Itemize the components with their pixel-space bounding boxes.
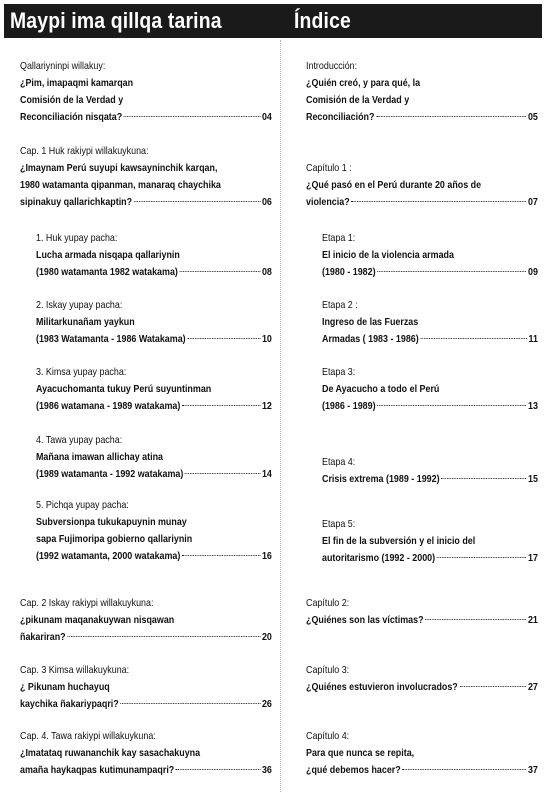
toc-entry[interactable]: [306, 662, 538, 696]
toc-entry[interactable]: [20, 58, 272, 126]
toc-entry-title-line: ¿Quiénes son las víctimas?: [306, 614, 424, 626]
toc-entry[interactable]: [322, 297, 538, 348]
toc-entry-heading: 1. Huk yupay pacha:: [36, 232, 118, 244]
toc-entry-leader-line: [20, 762, 272, 779]
toc-entry-title-line: Reconciliación?: [306, 111, 375, 123]
dot-leader: [402, 769, 526, 770]
dot-leader: [377, 271, 526, 272]
toc-entry-title-line: amaña haykaqpas kutimunampaqri?: [20, 764, 175, 776]
toc-entry-leader-line: [322, 331, 538, 348]
toc-entry[interactable]: [36, 432, 272, 483]
toc-entry-title-line: Comisión de la Verdad y: [306, 94, 410, 106]
toc-entry-heading: 5. Pichqa yupay pacha:: [36, 499, 129, 511]
toc-entry-heading: 2. Iskay yupay pacha:: [36, 299, 123, 311]
toc-entry-leader-line: [306, 679, 538, 696]
toc-entry-title-line: ¿Quiénes estuvieron involucrados?: [306, 681, 458, 693]
toc-entry[interactable]: [322, 454, 538, 488]
toc-entry-title-line: 1980 watamanta qipanman, manaraq chaychika: [20, 179, 221, 191]
toc-entry-title-line: violencia?: [306, 196, 350, 208]
toc-entry-title-line: El inicio de la violencia armada: [322, 249, 454, 261]
page-number: 37: [527, 764, 538, 776]
toc-entry-heading: Etapa 2 :: [322, 299, 358, 311]
toc-entry-title-line: El fin de la subversión y el inicio del: [322, 535, 476, 547]
toc-entry-title-line: sapa Fujimoripa gobierno qallariynin: [36, 533, 193, 545]
toc-entry-leader-line: [20, 696, 272, 713]
toc-entry[interactable]: [20, 728, 272, 779]
toc-entry-title-line: De Ayacucho a todo el Perú: [322, 383, 440, 395]
dot-leader: [134, 201, 260, 202]
page-number: 05: [527, 111, 538, 123]
dot-leader: [120, 703, 260, 704]
toc-entry-heading: Etapa 1:: [322, 232, 356, 244]
toc-entry[interactable]: [20, 143, 272, 211]
toc-entry-title-line: autoritarismo (1992 - 2000): [322, 552, 436, 564]
dot-leader: [187, 338, 260, 339]
toc-entry-heading: Capítulo 3:: [306, 664, 350, 676]
toc-entry-title-line: Para que nunca se repita,: [306, 747, 415, 759]
page-number: 09: [527, 266, 538, 278]
toc-entry-title-line: ¿Qué pasó en el Perú durante 20 años de: [306, 179, 482, 191]
toc-entry-leader-line: [36, 264, 272, 281]
page-number: 04: [261, 111, 272, 123]
toc-entry-heading: Cap. 2 Iskay rakiypi willakuykuna:: [20, 597, 154, 609]
toc-entry-title-line: Militarkunañam yaykun: [36, 316, 135, 328]
toc-entry-leader-line: [306, 194, 538, 211]
toc-entry-heading: Capítulo 1 :: [306, 162, 352, 174]
toc-entry-title-line: sipinakuy qallarichkaptin?: [20, 196, 133, 208]
toc-entry[interactable]: [36, 230, 272, 281]
dot-leader: [182, 405, 260, 406]
page-number: 14: [261, 468, 272, 480]
toc-entry[interactable]: [36, 364, 272, 415]
toc-entry-title-line: ¿ Pikunam huchayuq: [20, 681, 110, 693]
toc-entry-title-line: Lucha armada nisqapa qallariynin: [36, 249, 180, 261]
quechua-title: Maypi ima qillqa tarina: [10, 8, 222, 33]
spanish-title: Índice: [294, 8, 352, 33]
toc-entry-title-line: (1992 watamanta, 2000 watakama): [36, 550, 181, 562]
dot-leader: [441, 478, 526, 479]
toc-entry-title-line: ¿Imatataq ruwananchik kay sasachakuyna: [20, 747, 201, 759]
dot-leader: [124, 116, 260, 117]
dot-leader: [420, 338, 526, 339]
toc-entry-title-line: Ingreso de las Fuerzas: [322, 316, 419, 328]
page-number: 20: [261, 631, 272, 643]
toc-entry-title-line: Mañana imawan allichay atina: [36, 451, 163, 463]
toc-entry-leader-line: [322, 550, 538, 567]
page-number: 12: [261, 400, 272, 412]
page-number: 17: [527, 552, 538, 564]
toc-entry-heading: Introducción:: [306, 60, 358, 72]
dot-leader: [180, 271, 261, 272]
page-number: 15: [527, 473, 538, 485]
toc-entry-leader-line: [36, 331, 272, 348]
toc-entry-leader-line: [20, 109, 272, 126]
page-number: 10: [261, 333, 272, 345]
page-number: 27: [527, 681, 538, 693]
dot-leader: [425, 619, 526, 620]
toc-entry-title-line: ¿Imaynam Perú suyupi kawsayninchik karqan,: [20, 162, 218, 174]
toc-entry[interactable]: [306, 58, 538, 126]
toc-entry-title-line: Subversionpa tukukapuynin munay: [36, 516, 187, 528]
dot-leader: [67, 636, 260, 637]
toc-entry-title-line: (1986 watamana - 1989 watakama): [36, 400, 181, 412]
page-number: 16: [261, 550, 272, 562]
toc-entry-leader-line: [322, 264, 538, 281]
toc-entry-leader-line: [322, 398, 538, 415]
toc-entry-leader-line: [36, 398, 272, 415]
toc-entry[interactable]: [306, 595, 538, 629]
toc-entry-heading: 3. Kimsa yupay pacha:: [36, 366, 127, 378]
toc-entry-title-line: Reconciliación nisqata?: [20, 111, 123, 123]
page-number: 06: [261, 196, 272, 208]
toc-entry-title-line: Ayacuchomanta tukuy Perú suyuntinman: [36, 383, 212, 395]
page-number: 36: [261, 764, 272, 776]
dot-leader: [182, 555, 260, 556]
toc-entry-heading: Capítulo 2:: [306, 597, 350, 609]
toc-entry-title-line: (1986 - 1989): [322, 400, 376, 412]
dot-leader: [176, 769, 260, 770]
dot-leader: [377, 405, 526, 406]
toc-entry[interactable]: [20, 662, 272, 713]
page-number: 13: [527, 400, 538, 412]
dot-leader: [459, 686, 526, 687]
toc-entry-heading: Etapa 4:: [322, 456, 356, 468]
page-header-bar: [4, 4, 542, 38]
column-divider: [280, 40, 281, 792]
page-number: 07: [527, 196, 538, 208]
dot-leader: [437, 557, 526, 558]
page-number: 08: [261, 266, 272, 278]
toc-entry-title-line: Crisis extrema (1989 - 1992): [322, 473, 440, 485]
toc-entry-leader-line: [20, 194, 272, 211]
toc-entry[interactable]: [322, 516, 538, 567]
toc-entry-heading: Capítulo 4:: [306, 730, 350, 742]
page-number: 11: [528, 333, 538, 345]
toc-entry-leader-line: [322, 471, 538, 488]
toc-entry-title-line: (1980 - 1982): [322, 266, 376, 278]
page-number: 21: [527, 614, 538, 626]
toc-entry-title-line: ñakariran?: [20, 631, 66, 643]
toc-entry-title-line: Armadas ( 1983 - 1986): [322, 333, 419, 345]
toc-entry-title-line: ¿pikunam maqanakuywan nisqawan: [20, 614, 175, 626]
toc-entry-heading: Etapa 5:: [322, 518, 356, 530]
toc-entry-heading: Etapa 3:: [322, 366, 356, 378]
toc-entry-heading: Cap. 3 Kimsa willakuykuna:: [20, 664, 130, 676]
toc-entry-heading: 4. Tawa yupay pacha:: [36, 434, 123, 446]
toc-entry-leader-line: [20, 629, 272, 646]
toc-entry-title-line: ¿qué debemos hacer?: [306, 764, 401, 776]
toc-entry-title-line: (1983 Watamanta - 1986 Watakama): [36, 333, 186, 345]
toc-entry-title-line: (1989 watamanta - 1992 watakama): [36, 468, 184, 480]
toc-entry-heading: Cap. 4. Tawa rakiypi willakuykuna:: [20, 730, 156, 742]
toc-entry[interactable]: [306, 160, 538, 211]
dot-leader: [351, 201, 526, 202]
toc-entry-leader-line: [36, 466, 272, 483]
toc-entry[interactable]: [36, 297, 272, 348]
dot-leader: [185, 473, 260, 474]
toc-entry-leader-line: [306, 762, 538, 779]
toc-entry-heading: Cap. 1 Huk rakiypi willakuykuna:: [20, 145, 149, 157]
toc-entry[interactable]: [36, 497, 272, 565]
toc-entry-leader-line: [306, 612, 538, 629]
toc-entry-leader-line: [36, 548, 272, 565]
dot-leader: [376, 116, 526, 117]
toc-entry[interactable]: [20, 595, 272, 646]
toc-entry[interactable]: [306, 728, 538, 779]
page-number: 26: [261, 698, 272, 710]
toc-entry-heading: Qallariyninpi willakuy:: [20, 60, 106, 72]
toc-entry-title-line: (1980 watamanta 1982 watakama): [36, 266, 178, 278]
toc-entry-title-line: ¿Pim, imapaqmi kamarqan: [20, 77, 134, 89]
toc-entry[interactable]: [322, 230, 538, 281]
toc-entry-leader-line: [306, 109, 538, 126]
toc-entry-title-line: ¿Quién creó, y para qué, la: [306, 77, 421, 89]
toc-entry[interactable]: [322, 364, 538, 415]
toc-entry-title-line: Comisión de la Verdad y: [20, 94, 124, 106]
toc-entry-title-line: kaychika ñakariypaqri?: [20, 698, 119, 710]
